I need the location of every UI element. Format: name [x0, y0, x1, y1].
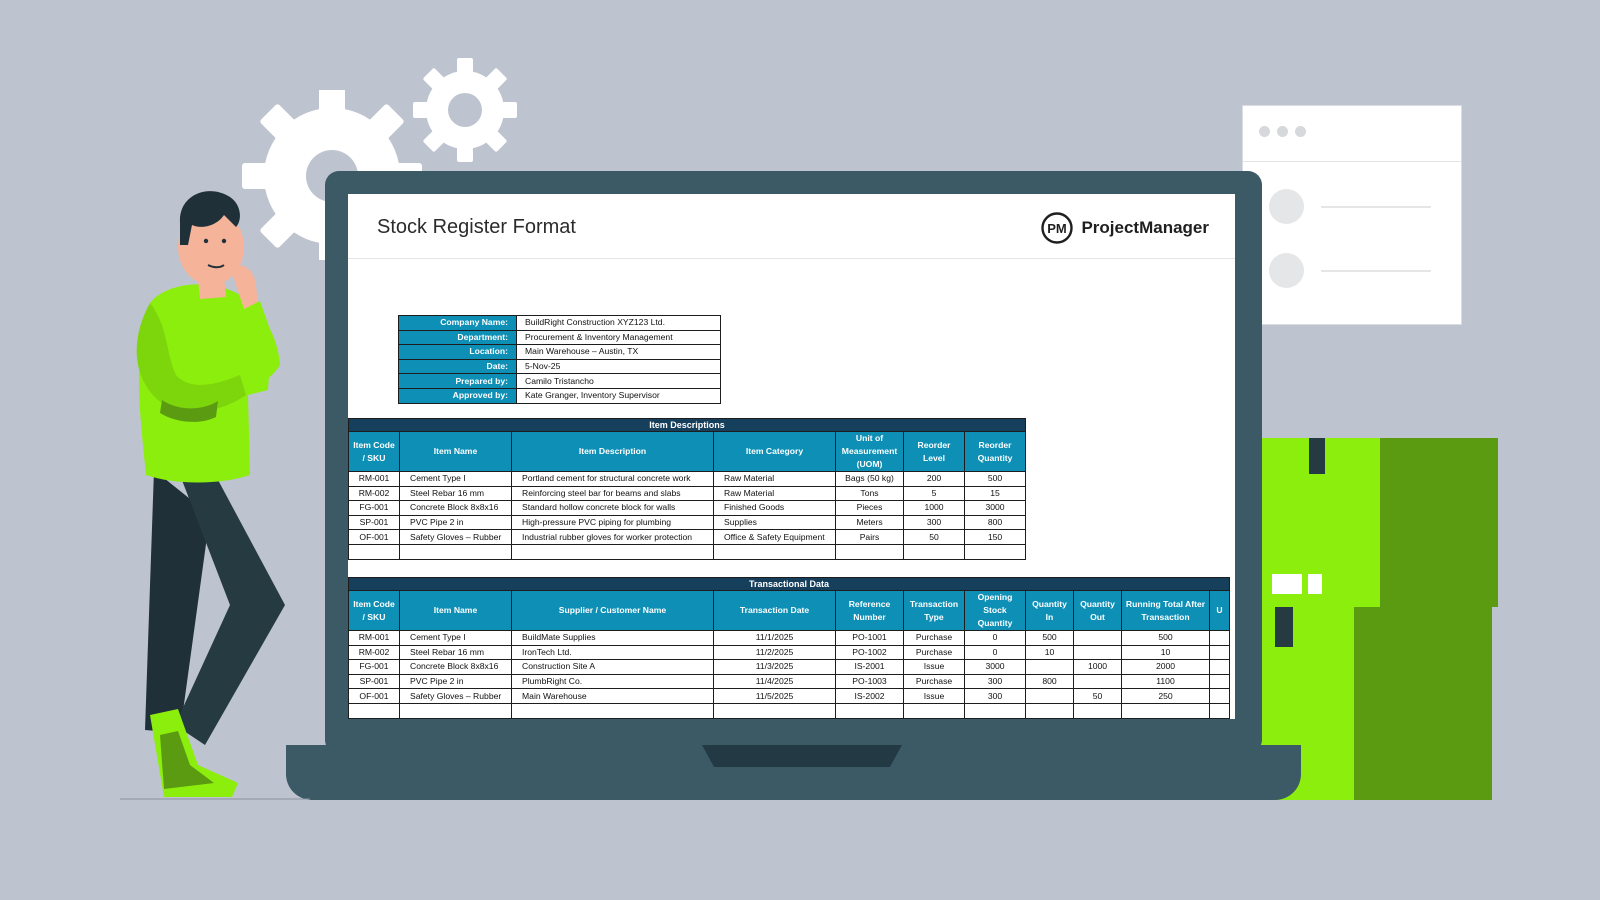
info-label: Department: [399, 330, 517, 345]
table-cell: 11/5/2025 [714, 689, 836, 704]
table-cell: Standard hollow concrete block for walls [512, 501, 714, 516]
table-row [349, 530, 1026, 545]
table-cell: Portland cement for structural concrete work [512, 472, 714, 487]
table-cell: 300 [965, 674, 1026, 689]
table-cell: Purchase [904, 645, 965, 660]
table-cell: Issue [904, 660, 965, 675]
info-row [399, 316, 721, 331]
table-cell: 800 [1026, 674, 1074, 689]
window-dot [1295, 126, 1306, 137]
section-title: Transactional Data [349, 578, 1230, 591]
empty-cell [836, 703, 904, 718]
table-cell: Issue [904, 689, 965, 704]
brand-logo [1041, 212, 1209, 244]
table-cell: 11/2/2025 [714, 645, 836, 660]
empty-cell [512, 703, 714, 718]
table-cell: 500 [1122, 631, 1210, 646]
window-dot [1259, 126, 1270, 137]
gear-icon [410, 55, 520, 165]
table-cell [1210, 689, 1230, 704]
table-row [349, 689, 1230, 704]
table-cell: 2000 [1122, 660, 1210, 675]
column-header: Item Description [512, 432, 714, 472]
divider [1243, 161, 1461, 162]
table-cell: Finished Goods [714, 501, 836, 516]
info-row [399, 345, 721, 360]
column-header: Supplier / Customer Name [512, 591, 714, 631]
table-cell [1210, 645, 1230, 660]
column-header: Opening Stock Quantity [965, 591, 1026, 631]
info-row [399, 359, 721, 374]
empty-row [349, 703, 1230, 718]
column-header: Item Code / SKU [349, 432, 400, 472]
table-cell: 800 [965, 515, 1026, 530]
table-cell: 1000 [1074, 660, 1122, 675]
table-cell: Bags (50 kg) [836, 472, 904, 487]
empty-cell [904, 703, 965, 718]
pm-logo-mark: PM [1047, 221, 1068, 236]
empty-cell [400, 703, 512, 718]
info-label: Location: [399, 345, 517, 360]
table-cell: Purchase [904, 631, 965, 646]
table-cell [1210, 674, 1230, 689]
table-cell: Construction Site A [512, 660, 714, 675]
table-cell: SP-001 [349, 674, 400, 689]
table-cell [1210, 631, 1230, 646]
table-cell: High-pressure PVC piping for plumbing [512, 515, 714, 530]
table-cell: 11/4/2025 [714, 674, 836, 689]
empty-cell [349, 544, 400, 559]
empty-cell [1074, 703, 1122, 718]
table-cell: 10 [1026, 645, 1074, 660]
table-cell: 5 [904, 486, 965, 501]
table-cell: RM-001 [349, 472, 400, 487]
table-cell: PVC Pipe 2 in [400, 674, 512, 689]
table-cell: Safety Gloves – Rubber [400, 689, 512, 704]
info-row [399, 388, 721, 403]
empty-cell [1122, 703, 1210, 718]
table-cell: Raw Material [714, 486, 836, 501]
empty-cell [904, 544, 965, 559]
table-cell: 3000 [965, 501, 1026, 516]
brand-name: ProjectManager [1081, 218, 1209, 237]
info-value: 5-Nov-25 [517, 359, 721, 374]
table-cell: SP-001 [349, 515, 400, 530]
table-cell: 3000 [965, 660, 1026, 675]
empty-cell [349, 703, 400, 718]
table-cell: PO-1002 [836, 645, 904, 660]
table-cell: 50 [904, 530, 965, 545]
info-value: Kate Granger, Inventory Supervisor [517, 388, 721, 403]
table-cell: 1000 [904, 501, 965, 516]
column-header: Quantity In [1026, 591, 1074, 631]
column-header: Item Category [714, 432, 836, 472]
empty-cell [512, 544, 714, 559]
info-row [399, 330, 721, 345]
column-header: Unit of Measurement (UOM) [836, 432, 904, 472]
transactional-data-table [348, 577, 1230, 719]
table-cell: FG-001 [349, 501, 400, 516]
table-cell: Purchase [904, 674, 965, 689]
table-cell: Safety Gloves – Rubber [400, 530, 512, 545]
table-cell: 15 [965, 486, 1026, 501]
item-descriptions-table [348, 418, 1026, 560]
info-label: Prepared by: [399, 374, 517, 389]
info-table [398, 315, 721, 404]
table-cell: Pieces [836, 501, 904, 516]
table-cell: Concrete Block 8x8x16 [400, 660, 512, 675]
window-dot [1277, 126, 1288, 137]
info-value: Procurement & Inventory Management [517, 330, 721, 345]
empty-cell [1026, 703, 1074, 718]
column-header: Transaction Type [904, 591, 965, 631]
table-cell: IS-2001 [836, 660, 904, 675]
section-title: Item Descriptions [349, 419, 1026, 432]
table-cell: PlumbRight Co. [512, 674, 714, 689]
table-cell: PO-1001 [836, 631, 904, 646]
column-header: U [1210, 591, 1230, 631]
table-cell [1074, 631, 1122, 646]
table-cell [1210, 660, 1230, 675]
empty-cell [965, 703, 1026, 718]
table-cell: IS-2002 [836, 689, 904, 704]
table-cell: 300 [904, 515, 965, 530]
table-cell: 0 [965, 645, 1026, 660]
info-row [399, 374, 721, 389]
table-cell: FG-001 [349, 660, 400, 675]
table-cell: 300 [965, 689, 1026, 704]
table-cell: 11/3/2025 [714, 660, 836, 675]
empty-cell [400, 544, 512, 559]
table-cell: Steel Rebar 16 mm [400, 645, 512, 660]
avatar-placeholder [1269, 253, 1304, 288]
table-cell: Supplies [714, 515, 836, 530]
table-cell: Cement Type I [400, 631, 512, 646]
text-line-placeholder [1321, 206, 1431, 208]
table-cell: 200 [904, 472, 965, 487]
info-label: Company Name: [399, 316, 517, 331]
table-cell: Concrete Block 8x8x16 [400, 501, 512, 516]
table-row [349, 645, 1230, 660]
table-cell [1074, 674, 1122, 689]
page-title: Stock Register Format [377, 216, 576, 238]
table-cell: Meters [836, 515, 904, 530]
info-value: Camilo Tristancho [517, 374, 721, 389]
table-cell [1074, 645, 1122, 660]
column-header: Reorder Level [904, 432, 965, 472]
column-header: Item Code / SKU [349, 591, 400, 631]
empty-cell [965, 544, 1026, 559]
table-cell: Reinforcing steel bar for beams and slabs [512, 486, 714, 501]
column-header: Quantity Out [1074, 591, 1122, 631]
empty-cell [714, 544, 836, 559]
table-cell: PO-1003 [836, 674, 904, 689]
table-cell: 0 [965, 631, 1026, 646]
table-row [349, 631, 1230, 646]
table-cell: 10 [1122, 645, 1210, 660]
table-row [349, 486, 1026, 501]
table-cell: Pairs [836, 530, 904, 545]
info-value: Main Warehouse – Austin, TX [517, 345, 721, 360]
table-cell: Industrial rubber gloves for worker protection [512, 530, 714, 545]
table-cell: Cement Type I [400, 472, 512, 487]
table-cell [1026, 689, 1074, 704]
table-cell: 150 [965, 530, 1026, 545]
thinking-person-illustration [120, 185, 310, 805]
table-cell: Main Warehouse [512, 689, 714, 704]
table-cell: OF-001 [349, 530, 400, 545]
empty-cell [714, 703, 836, 718]
column-header: Item Name [400, 591, 512, 631]
table-cell: 500 [965, 472, 1026, 487]
table-row [349, 501, 1026, 516]
table-cell: Steel Rebar 16 mm [400, 486, 512, 501]
info-label: Approved by: [399, 388, 517, 403]
table-cell: RM-002 [349, 645, 400, 660]
laptop-notch [702, 745, 902, 767]
table-cell: PVC Pipe 2 in [400, 515, 512, 530]
column-header: Transaction Date [714, 591, 836, 631]
table-cell: Raw Material [714, 472, 836, 487]
table-row [349, 515, 1026, 530]
column-header: Running Total After Transaction [1122, 591, 1210, 631]
table-cell [1026, 660, 1074, 675]
empty-cell [836, 544, 904, 559]
column-header: Item Name [400, 432, 512, 472]
empty-row [349, 544, 1026, 559]
table-cell: Office & Safety Equipment [714, 530, 836, 545]
table-row [349, 660, 1230, 675]
column-header: Reorder Quantity [965, 432, 1026, 472]
laptop-screen [348, 194, 1235, 719]
info-value: BuildRight Construction XYZ123 Ltd. [517, 316, 721, 331]
table-cell: IronTech Ltd. [512, 645, 714, 660]
table-row [349, 472, 1026, 487]
table-cell: 50 [1074, 689, 1122, 704]
table-cell: 1100 [1122, 674, 1210, 689]
table-cell: 250 [1122, 689, 1210, 704]
browser-window-icon [1242, 105, 1462, 325]
table-cell: 11/1/2025 [714, 631, 836, 646]
table-cell: 500 [1026, 631, 1074, 646]
header-divider [348, 258, 1235, 259]
table-cell: RM-002 [349, 486, 400, 501]
empty-cell [1210, 703, 1230, 718]
table-cell: Tons [836, 486, 904, 501]
avatar-placeholder [1269, 189, 1304, 224]
column-header: Reference Number [836, 591, 904, 631]
info-label: Date: [399, 359, 517, 374]
text-line-placeholder [1321, 270, 1431, 272]
table-cell: OF-001 [349, 689, 400, 704]
table-row [349, 674, 1230, 689]
table-cell: RM-001 [349, 631, 400, 646]
table-cell: BuildMate Supplies [512, 631, 714, 646]
pm-logo-icon [1041, 212, 1073, 244]
